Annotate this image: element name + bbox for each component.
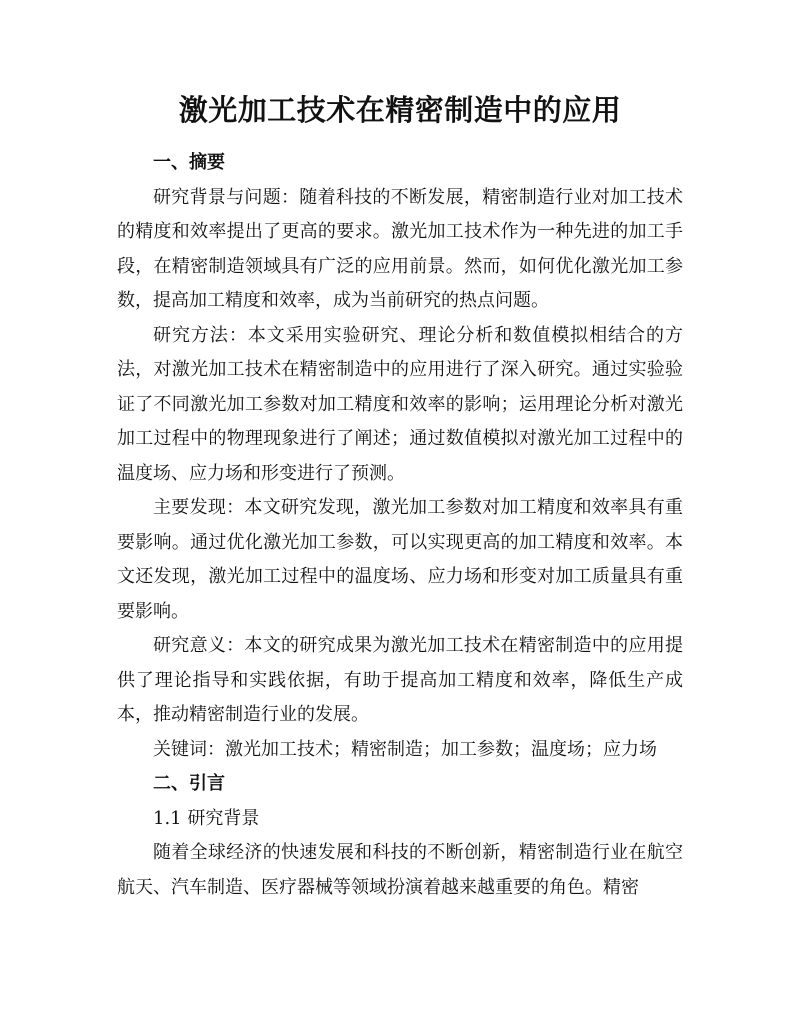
section-heading-introduction: 二、引言: [153, 773, 225, 794]
section-heading-abstract: 一、摘要: [153, 152, 225, 173]
keywords-line: 关键词：激光加工技术；精密制造；加工参数；温度场；应力场: [153, 738, 657, 760]
subsection-heading-background: 1.1 研究背景: [153, 807, 260, 829]
abstract-significance-paragraph: 研究意义：本文的研究成果为激光加工技术在精密制造中的应用提供了理论指导和实践依据，有助于提高加工精度和效率，降低生产成本，推动精密制造行业的发展。: [117, 635, 683, 725]
abstract-method-paragraph: 研究方法：本文采用实验研究、理论分析和数值模拟相结合的方法，对激光加工技术在精密制造中的应用进行了深入研究。通过实验验证了不同激光加工参数对加工精度和效率的影响；运用理论分析对激光加工过程中的物理现象进行了阐述；通过数值模拟对激光加工过程中的温度场、应力场和形变进行了预测。: [117, 324, 683, 484]
abstract-background-paragraph: 研究背景与问题：随着科技的不断发展，精密制造行业对加工技术的精度和效率提出了更高的要求。激光加工技术作为一种先进的加工手段，在精密制造领域具有广泛的应用前景。然而，如何优化激光加工参数，提高加工精度和效率，成为当前研究的热点问题。: [117, 186, 683, 311]
intro-paragraph: 随着全球经济的快速发展和科技的不断创新，精密制造行业在航空航天、汽车制造、医疗器械等领域扮演着越来越重要的角色。精密: [117, 842, 683, 898]
document-body: [117, 146, 683, 905]
document-title: 激光加工技术在精密制造中的应用: [178, 93, 622, 127]
abstract-findings-paragraph: 主要发现：本文研究发现，激光加工参数对加工精度和效率具有重要影响。通过优化激光加工参数，可以实现更高的加工精度和效率。本文还发现，激光加工过程中的温度场、应力场和形变对加工质量具有重要影响。: [117, 497, 683, 622]
